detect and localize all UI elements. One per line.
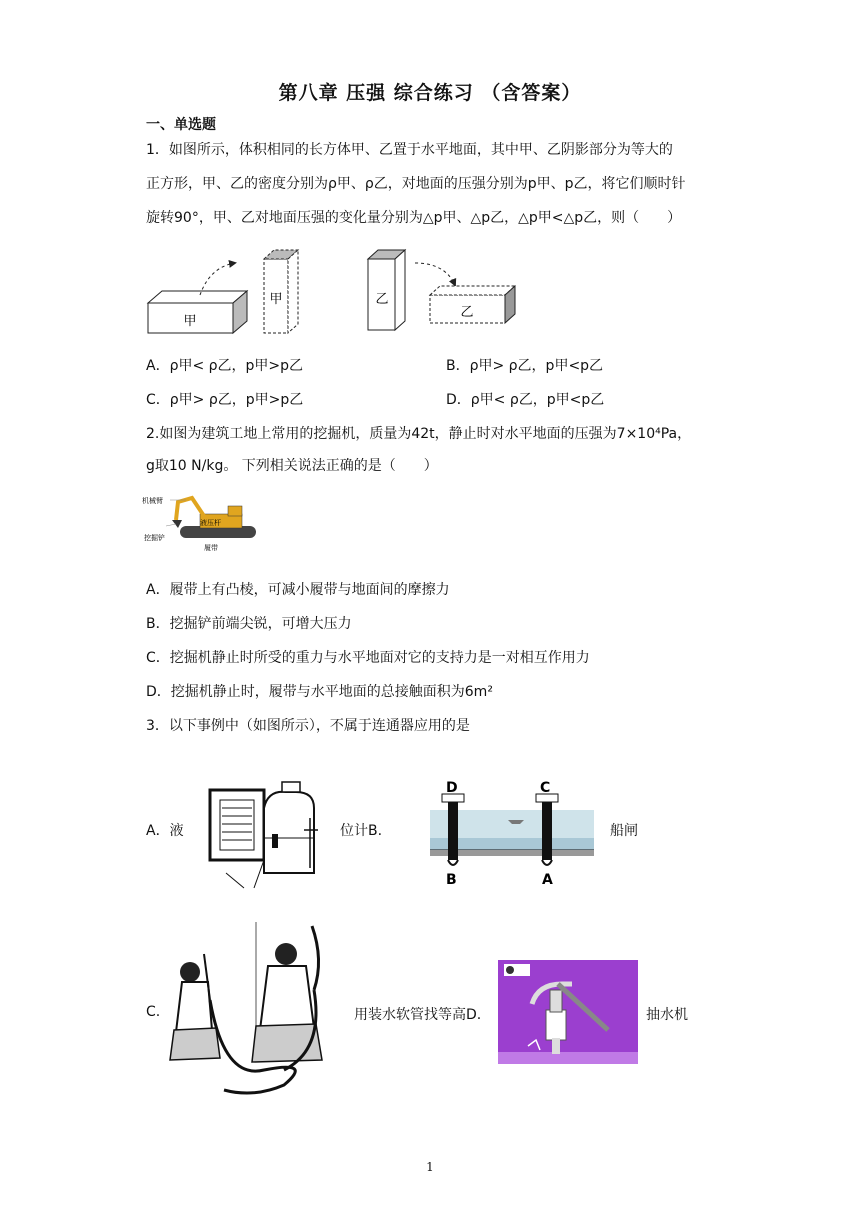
- lock-label-a: A: [542, 872, 553, 888]
- q2-option-c[interactable]: C．挖掘机静止时所受的重力与水平地面对它的支持力是一对相互作用力: [146, 650, 590, 666]
- block-jia-lying: [148, 291, 247, 333]
- q3-option-a-prefix[interactable]: A．液: [146, 823, 184, 839]
- rotate-arrow-yi: [415, 263, 455, 285]
- rotate-arrow-jia: [200, 263, 235, 295]
- label-yi-lying: 乙: [460, 305, 474, 320]
- label-rod: 液压杆: [200, 519, 221, 527]
- q2-line-2: g取10 N/kg。 下列相关说法正确的是（ ）: [146, 458, 438, 474]
- q3-option-d-suffix[interactable]: 抽水机: [646, 1007, 688, 1023]
- q1-line-2: 正方形，甲、乙的密度分别为ρ甲、ρ乙，对地面的压强分别为p甲、p乙，将它们顺时针: [146, 176, 686, 192]
- label-jia-standing: 甲: [269, 292, 283, 307]
- label-arm: 机械臂: [142, 497, 163, 505]
- lock-label-b: B: [446, 872, 457, 888]
- q1-line-3: 旋转90°，甲、乙对地面压强的变化量分别为△p甲、△p乙，△p甲<△p乙，则（ ）: [146, 210, 682, 226]
- page-number: 1: [426, 1160, 434, 1174]
- page-title: 第八章 压强 综合练习 （含答案）: [278, 82, 582, 104]
- q3-option-b-suffix[interactable]: 船闸: [610, 823, 638, 839]
- q3-stem: 3．以下事例中（如图所示），不属于连通器应用的是: [146, 718, 470, 734]
- lock-label-d: D: [446, 780, 458, 796]
- lock-label-c: C: [540, 780, 551, 796]
- excavator-figure: [140, 490, 265, 555]
- q3-option-a-suffix[interactable]: 位计B.: [340, 823, 383, 839]
- q1-option-c[interactable]: C．ρ甲> ρ乙，p甲>p乙: [146, 392, 304, 408]
- hose-leveling-figure: [164, 920, 344, 1098]
- label-jia-lying: 甲: [183, 314, 197, 329]
- section-heading: 一、单选题: [146, 117, 216, 133]
- label-bucket: 挖掘铲: [144, 534, 165, 542]
- excavator-bucket: [172, 520, 182, 528]
- q1-option-a[interactable]: A．ρ甲< ρ乙，p甲>p乙: [146, 358, 304, 374]
- q1-line-1: 1．如图所示，体积相同的长方体甲、乙置于水平地面，其中甲、乙阴影部分为等大的: [146, 142, 673, 158]
- q2-option-b[interactable]: B．挖掘铲前端尖锐，可增大压力: [146, 616, 352, 632]
- block-jia-standing: [264, 250, 298, 333]
- water-pump-figure: [498, 960, 638, 1064]
- label-track: 履带: [204, 544, 218, 552]
- q2-option-d[interactable]: D．挖掘机静止时，履带与水平地面的总接触面积为6m²: [146, 684, 493, 700]
- q2-option-a[interactable]: A．履带上有凸棱，可减小履带与地面间的摩擦力: [146, 582, 450, 598]
- label-yi-standing: 乙: [375, 292, 389, 307]
- q3-option-c-suffix[interactable]: 用装水软管找等高D.: [354, 1007, 482, 1023]
- block-yi-lying: [430, 286, 515, 323]
- ship-lock-figure: [428, 778, 598, 890]
- q1-option-b[interactable]: B．ρ甲> ρ乙，p甲<p乙: [446, 358, 604, 374]
- q3-option-c-prefix[interactable]: C.: [146, 1004, 161, 1020]
- excavator-cab: [228, 506, 242, 516]
- q1-blocks-figure: [140, 245, 530, 345]
- level-gauge-figure: [196, 778, 326, 890]
- block-yi-standing: [368, 250, 405, 330]
- q2-line-1: 2.如图为建筑工地上常用的挖掘机，质量为42t，静止时对水平地面的压强为7×10⁴Pa，: [146, 426, 692, 442]
- q1-option-d[interactable]: D．ρ甲< ρ乙，p甲<p乙: [446, 392, 605, 408]
